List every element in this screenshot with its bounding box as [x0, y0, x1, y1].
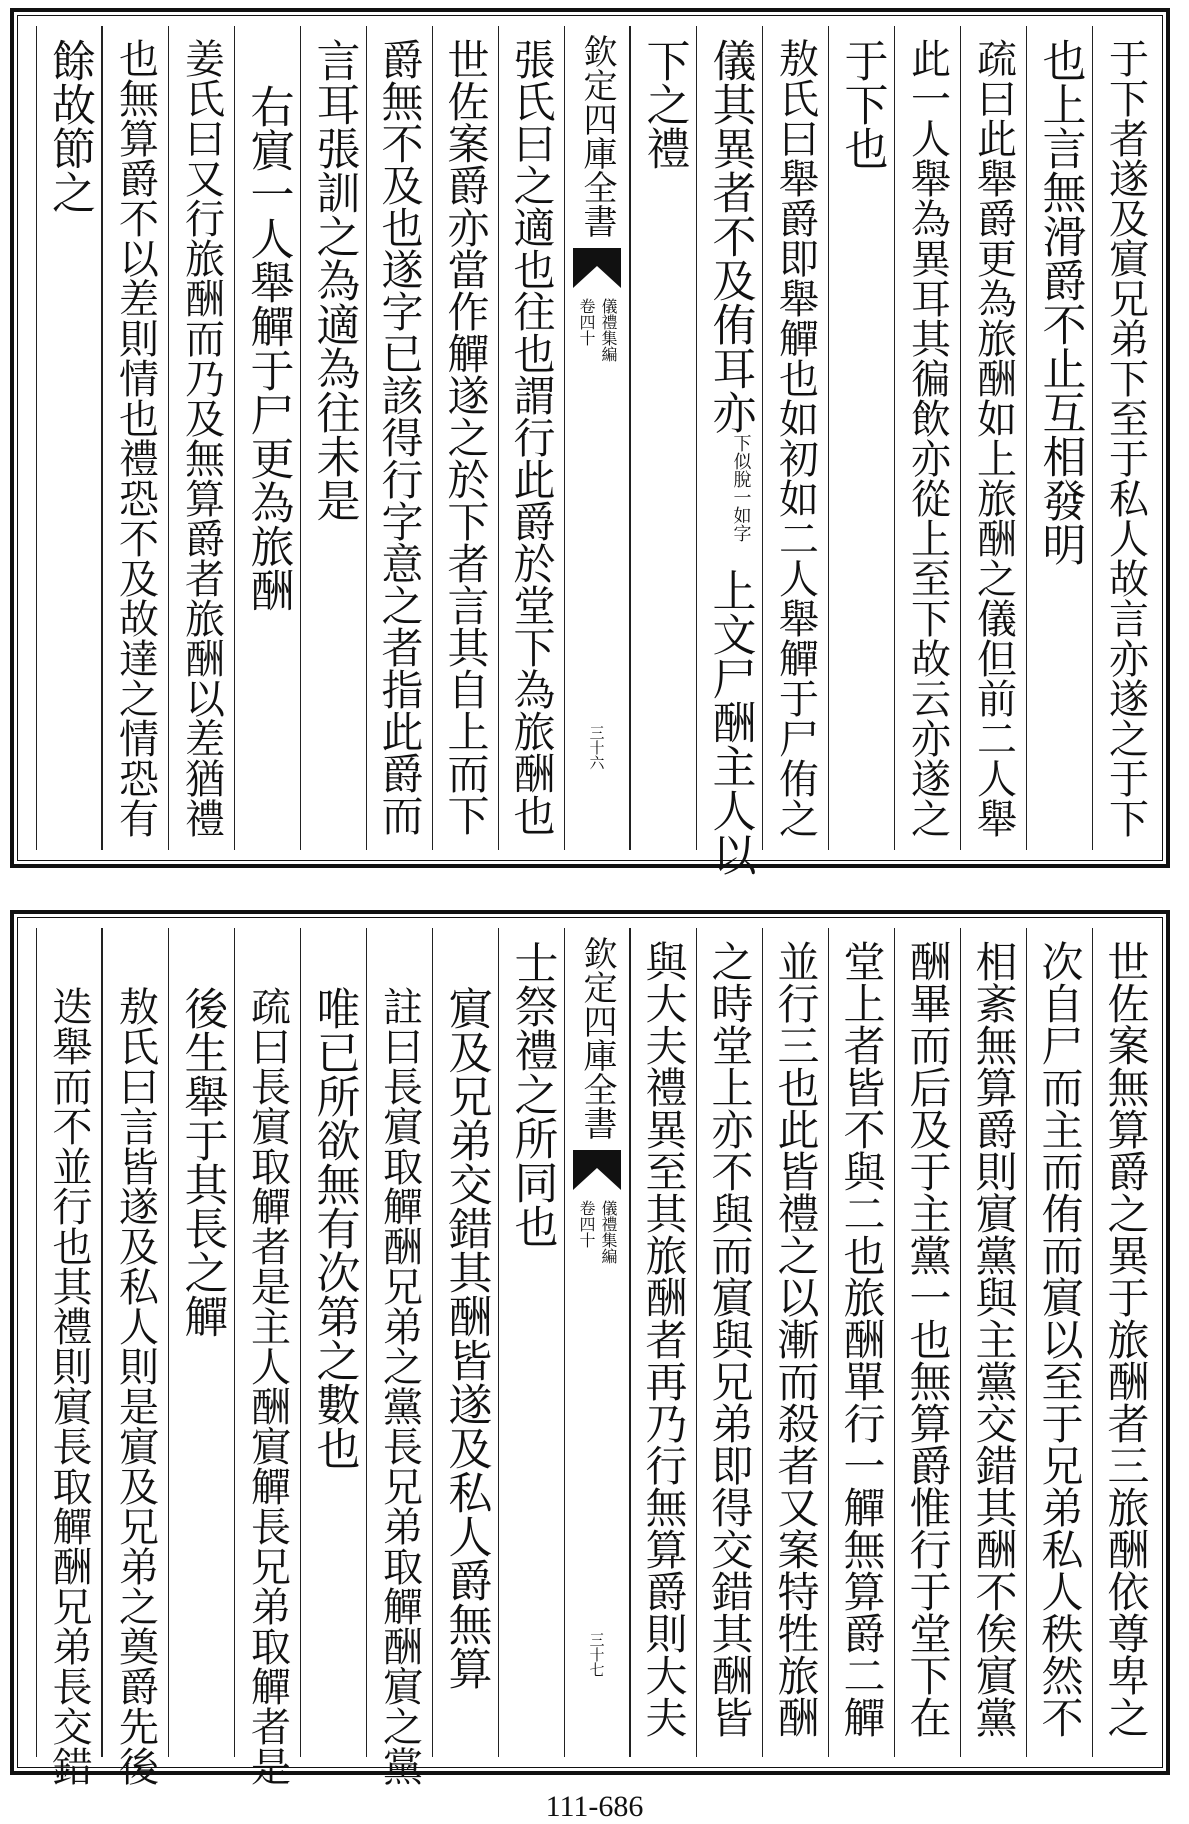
text-column [102, 26, 168, 850]
text-column [1092, 928, 1158, 1757]
text-column [102, 928, 168, 1786]
page-centerfold [564, 26, 630, 850]
bottom-page [10, 910, 1170, 1786]
column-text-continued: 上文尸酬主人以 [704, 568, 756, 876]
text-column [630, 26, 696, 850]
column-text: 疏曰長賔取觶者是主人酬賔觶長兄弟取觶者是 [244, 986, 291, 1786]
column-text: 儀其異者不及侑耳亦 [704, 38, 756, 434]
column-text: 與大夫禮異至其旅酬者再乃行無算爵則大夫 [639, 940, 689, 1738]
column-text: 士祭禮之所同也 [506, 940, 558, 1248]
fish-tail-mark-icon [573, 248, 621, 288]
book-title: 儀禮集編 [599, 1200, 618, 1264]
column-text: 于下者遂及賔兄弟下至于私人故言亦遂之于下 [1102, 38, 1149, 838]
text-column [894, 26, 960, 850]
text-column [168, 928, 234, 1757]
text-column [960, 26, 1026, 850]
text-column [432, 928, 498, 1757]
column-text: 世佐案爵亦當作觶遂之於下者言其自上而下 [441, 38, 491, 836]
column-text: 次自尸而主而侑而賔以至于兄弟私人秩然不 [1035, 940, 1085, 1738]
text-column [498, 26, 564, 850]
column-text: 敖氏曰言皆遂及私人則是賔及兄弟之奠爵先後 [112, 986, 159, 1786]
text-column [1026, 26, 1092, 850]
column-text: 酬畢而后及于主黨一也無算爵惟行于堂下在 [903, 940, 953, 1738]
text-column [432, 26, 498, 850]
column-text: 之時堂上亦不與而賔與兄弟即得交錯其酬皆 [705, 940, 755, 1738]
column-text: 也上言無滑爵不止互相發明 [1034, 38, 1086, 566]
column-text: 爵無不及也遂字已該得行字意之者指此爵而 [375, 38, 425, 836]
text-column [960, 928, 1026, 1757]
text-column [234, 928, 300, 1786]
column-text: 此一人舉為異耳其徧飲亦從上至下故云亦遂之 [904, 38, 951, 838]
column-text: 迭舉而不並行也其禮則賔長取觶酬兄弟長交錯 [46, 986, 92, 1786]
text-column [36, 26, 102, 850]
column-text: 姜氏曰又行旅酬而乃及無算爵者旅酬以差猶禮 [178, 38, 225, 838]
column-text: 註曰長賔取觶酬兄弟之黨長兄弟取觶酬賔之黨 [376, 986, 423, 1786]
text-column [300, 26, 366, 850]
folio-number: 三十六 [587, 725, 606, 770]
text-column [762, 26, 828, 850]
folio-number: 三十七 [587, 1632, 606, 1677]
text-column [366, 26, 432, 850]
column-text: 相紊無算爵則賔黨與主黨交錯其酬不俟賔黨 [969, 940, 1019, 1738]
column-text: 堂上者皆不與二也旅酬單行一觶無算爵二觶 [837, 940, 887, 1738]
column-text: 右賔一人舉觶于尸更為旅酬 [242, 84, 294, 612]
column-text: 于下也 [836, 38, 888, 170]
column-text: 世佐案無算爵之異于旅酬者三旅酬依尊卑之 [1101, 940, 1151, 1738]
text-column [696, 928, 762, 1757]
page-centerfold [564, 928, 630, 1757]
column-text: 唯已所欲無有次第之數也 [308, 986, 360, 1470]
text-column [168, 26, 234, 850]
book-series-title: 欽定四庫全書 [577, 936, 617, 1140]
top-page [10, 8, 1170, 876]
text-column [1092, 26, 1158, 850]
text-column [894, 928, 960, 1757]
juan-number: 卷四十 [577, 298, 596, 346]
column-text: 餘故節之 [44, 38, 95, 214]
column-text: 也無算爵不以差則情也禮恐不及故達之情恐有 [112, 38, 159, 838]
juan-number: 卷四十 [577, 1200, 596, 1248]
book-title: 儀禮集編 [599, 298, 618, 362]
text-column [36, 928, 102, 1786]
text-column [1026, 928, 1092, 1757]
text-column [300, 928, 366, 1757]
text-column [234, 26, 300, 850]
column-text: 言耳張訓之為適為往未是 [308, 38, 360, 522]
column-text: 張氏曰之適也往也謂行此爵於堂下為旅酬也 [507, 38, 557, 836]
page-number: 111-686 [545, 1790, 644, 1823]
small-note: 下似脫一如字 [730, 434, 752, 542]
column-text: 後生舉于其長之觶 [176, 986, 228, 1338]
column-text: 下之禮 [638, 38, 690, 170]
text-column [828, 26, 894, 850]
column-text: 敖氏曰舉爵即舉觶也如初如二人舉觶于尸侑之 [772, 38, 819, 838]
text-column [498, 928, 564, 1757]
column-text: 賔及兄弟交錯其酬皆遂及私人爵無算 [440, 986, 492, 1690]
text-column [696, 26, 762, 876]
text-column [762, 928, 828, 1757]
column-text: 並行三也此皆禮之以漸而殺者又案特牲旅酬 [771, 940, 821, 1738]
text-column [630, 928, 696, 1757]
column-text: 疏曰此舉爵更為旅酬如上旅酬之儀但前二人舉 [970, 38, 1017, 838]
text-column [366, 928, 432, 1786]
book-series-title: 欽定四庫全書 [577, 34, 617, 238]
text-column [828, 928, 894, 1757]
fish-tail-mark-icon [573, 1150, 621, 1190]
